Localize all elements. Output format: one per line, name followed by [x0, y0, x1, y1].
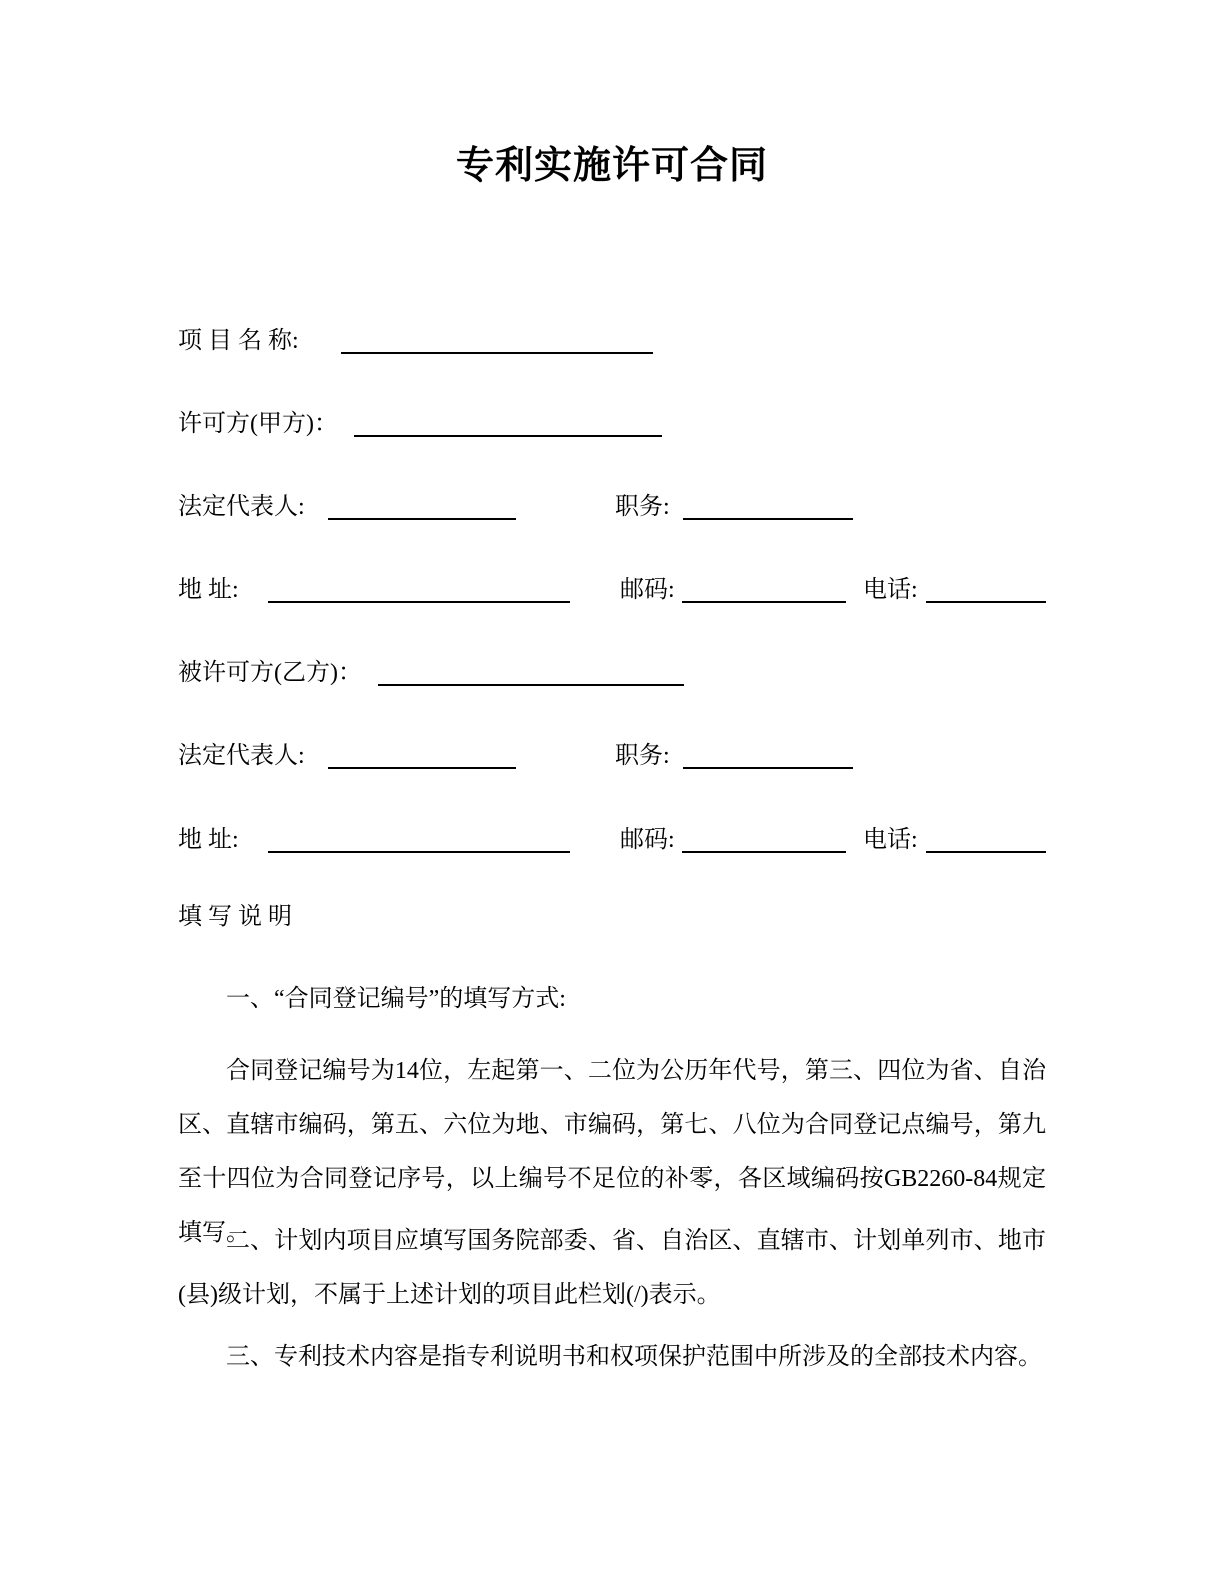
party-b-phone-field[interactable]	[926, 815, 1046, 853]
party-a-legal-rep-label: 法定代表人:	[178, 494, 305, 520]
form-row-party-a-address	[178, 565, 1046, 609]
instruction-item-1-body: 合同登记编号为14位，左起第一、二位为公历年代号，第三、四位为省、自治区、直辖市编码，第五、六位为地、市编码，第七、八位为合同登记点编号，第九至十四位为合同登记序号，以上编号不足位的补零，各区域编码按GB2260-84规定填写。	[178, 1058, 1046, 1246]
party-a-phone-field[interactable]	[926, 565, 1046, 603]
party-a-position-field[interactable]	[683, 482, 853, 520]
party-a-postcode-label: 邮码:	[620, 577, 675, 603]
party-b-position-field[interactable]	[683, 731, 853, 769]
form-row-licensee	[178, 648, 1046, 692]
party-a-phone-label: 电话:	[863, 577, 918, 603]
instruction-item-2: 二、计划内项目应填写国务院部委、省、自治区、直辖市、计划单列市、地市(县)级计划，不属于上述计划的项目此栏划(/)表示。	[178, 1228, 1046, 1308]
party-b-legal-rep-field[interactable]	[328, 731, 516, 769]
form-row-project-name	[178, 316, 1046, 360]
project-name-field[interactable]	[341, 316, 653, 354]
form-row-party-b-rep	[178, 731, 1046, 775]
party-a-postcode-field[interactable]	[682, 565, 846, 603]
licensee-label: 被许可方(乙方)：	[178, 660, 362, 686]
party-a-address-label: 地 址:	[178, 577, 239, 603]
form-row-licensor	[178, 399, 1046, 443]
party-b-address-field[interactable]	[268, 815, 570, 853]
party-a-legal-rep-field[interactable]	[328, 482, 516, 520]
project-name-label: 项 目 名 称:	[178, 328, 299, 354]
instruction-item-1-title: 一、“合同登记编号”的填写方式:	[226, 986, 566, 1012]
instructions-heading: 填 写 说 明	[178, 904, 292, 930]
party-b-position-label: 职务:	[615, 743, 670, 769]
party-b-phone-label: 电话:	[863, 827, 918, 853]
page-title: 专利实施许可合同	[455, 145, 768, 187]
party-b-address-label: 地 址:	[178, 827, 239, 853]
party-a-address-field[interactable]	[268, 565, 570, 603]
party-b-legal-rep-label: 法定代表人:	[178, 743, 305, 769]
party-b-postcode-label: 邮码:	[620, 827, 675, 853]
instruction-item-3: 三、专利技术内容是指专利说明书和权项保护范围中所涉及的全部技术内容。	[226, 1344, 1042, 1370]
form-row-party-a-rep	[178, 482, 1046, 526]
form-row-party-b-address	[178, 815, 1046, 859]
licensee-name-field[interactable]	[378, 648, 684, 686]
licensor-label: 许可方(甲方)：	[178, 411, 338, 437]
party-b-postcode-field[interactable]	[682, 815, 846, 853]
licensor-name-field[interactable]	[354, 399, 662, 437]
party-a-position-label: 职务:	[615, 494, 670, 520]
